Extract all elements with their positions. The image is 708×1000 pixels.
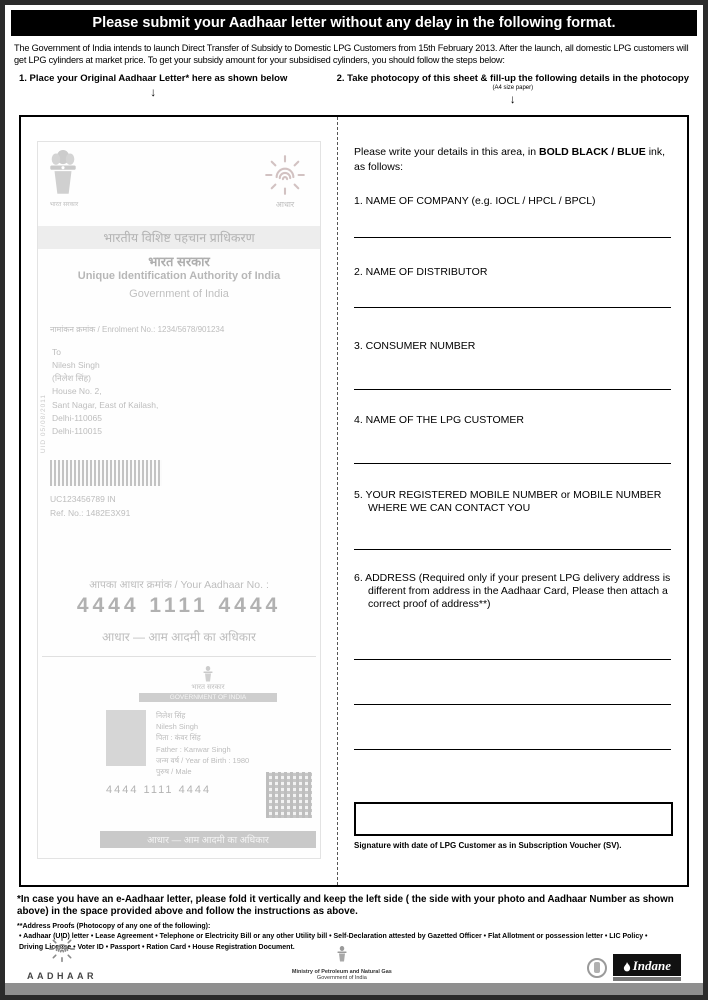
aadhaar-number-label: आपका आधार क्रमांक / Your Aadhaar No. : xyxy=(89,578,269,591)
card-tagline: आधार — आम आदमी का अधिकार xyxy=(100,831,316,848)
card-birth: जन्म वर्ष / Year of Birth : 1980 xyxy=(156,755,250,765)
ashoka-emblem-icon xyxy=(46,150,80,198)
recipient-name-hindi: (निलेश सिंह) xyxy=(52,373,91,384)
card-aadhaar-number: 4444 1111 4444 xyxy=(106,783,212,796)
down-arrow-icon: ↓ xyxy=(150,84,157,99)
enrolment-number: नामांकन क्रमांक / Enrolment No.: 1234/5678/901234 xyxy=(50,324,225,334)
recipient-address-block xyxy=(52,346,158,438)
step-2 xyxy=(337,73,689,106)
write-line xyxy=(354,463,671,464)
write-line xyxy=(354,659,671,660)
aadhaar-sun-icon xyxy=(47,934,77,969)
address-proofs-title: **Address Proofs (Photocopy of any one of the following): xyxy=(17,923,211,931)
authority-name-hindi: भारतीय विशिष्ट पहचान प्राधिकरण xyxy=(38,226,320,249)
step-2-note: (A4 size paper) xyxy=(492,84,534,91)
aadhaar-logo-caption: आधार xyxy=(275,199,295,209)
instruction-bold: BOLD BLACK / BLUE xyxy=(539,145,646,158)
page-bottom-strip xyxy=(5,983,703,995)
indane-label: Indane xyxy=(632,957,671,973)
instruction-post: ink, as follows: xyxy=(354,145,666,173)
write-line xyxy=(354,749,671,750)
field-label-customer-name: 4. NAME OF THE LPG CUSTOMER xyxy=(354,413,524,426)
footer-logos xyxy=(5,934,703,981)
signature-caption: Signature with date of LPG Customer as in Subscription Voucher (SV). xyxy=(354,840,622,850)
write-line xyxy=(354,549,671,550)
banner-text: Please submit your Aadhaar letter without any delay in the following format. xyxy=(92,15,616,31)
govt-of-india-english: Government of India xyxy=(129,287,229,300)
instruction-pre: Please write your details in this area, in xyxy=(354,145,537,158)
card-govt-hindi: भारत सरकार xyxy=(191,683,225,691)
flame-icon xyxy=(623,960,631,971)
indianoil-logo-icon xyxy=(587,958,607,978)
recipient-name: Nilesh Singh xyxy=(52,360,100,371)
ministry-line2: Government of India xyxy=(316,975,367,981)
cut-line xyxy=(42,656,316,657)
side-uid-text: UID 05/08/2011 xyxy=(40,393,47,453)
ministry-line1: Ministry of Petroleum and Natural Gas xyxy=(291,969,392,975)
step-1 xyxy=(19,73,287,106)
banner xyxy=(11,10,697,36)
address-line: Sant Nagar, East of Kailash, xyxy=(52,399,159,410)
address-proofs-list: • Aadhaar (UID) letter • Lease Agreement • Telephone or Electricity Bill or any other Utility bill • Self-Declaration attested by Gazetted Officer • Flat Allotment or possession letter • LIC Policy • Driving License • Voter ID • Passport • Ration Card • House Registration Document. xyxy=(19,933,648,951)
address-line: Delhi-110065 xyxy=(52,412,102,423)
card-father: Father : Kanwar Singh xyxy=(156,744,231,754)
indane-logo-block xyxy=(613,954,681,981)
form-panel xyxy=(338,117,687,885)
reference-number: Ref. No.: 1482E3X91 xyxy=(50,507,131,518)
write-line xyxy=(354,389,671,390)
ashoka-emblem-icon xyxy=(336,946,348,968)
signature-box xyxy=(354,802,673,836)
to-label: To xyxy=(52,346,61,357)
barcode xyxy=(50,460,162,486)
aadhaar-letter-sample xyxy=(37,141,321,859)
write-line xyxy=(354,704,671,705)
card-father-hindi: पिता : कंवर सिंह xyxy=(156,733,201,743)
aadhaar-number: 4444 1111 4444 xyxy=(76,593,282,617)
aadhaar-logo-icon xyxy=(262,152,308,198)
ashoka-emblem-icon xyxy=(202,666,214,683)
aadhaar-footer-logo xyxy=(27,934,97,981)
write-line xyxy=(354,237,671,238)
intro-paragraph: The Government of India intends to launch Direct Transfer of Subsidy to Domestic LPG Customers from 15th February 2013. After the launch, all domestic LPG customers will get LPG cylinders at market price. To get your subsidy amount for your subsidised cylinders, you should follow the steps below: xyxy=(14,43,689,65)
card-details xyxy=(156,710,249,778)
field-label-company: 1. NAME OF COMPANY (e.g. IOCL / HPCL / BPCL) xyxy=(354,194,596,207)
aadhaar-footer-label: AADHAAR xyxy=(27,971,97,981)
form-instruction xyxy=(354,145,673,175)
authority-name-english: Unique Identification Authority of India xyxy=(77,269,281,282)
indane-logo-strip xyxy=(613,977,681,981)
card-govt-english: GOVERNMENT OF INDIA xyxy=(139,693,277,702)
card-name: Nilesh Singh xyxy=(156,722,199,732)
field-label-address: 6. ADDRESS (Required only if your present LPG delivery address is different from address in the Aadhaar Card, Please then attach a correct proof of address**) xyxy=(354,571,671,610)
down-arrow-icon: ↓ xyxy=(509,91,516,106)
address-line: House No. 2, xyxy=(52,386,102,397)
aadhaar-tagline: आधार — आम आदमी का अधिकार xyxy=(102,629,256,644)
card-name-hindi: निलेश सिंह xyxy=(156,710,186,720)
card-gender: पुरुष / Male xyxy=(156,767,192,777)
write-line xyxy=(354,307,671,308)
main-format-box xyxy=(19,115,689,887)
field-label-mobile: 5. YOUR REGISTERED MOBILE NUMBER or MOBILE NUMBER WHERE WE CAN CONTACT YOU xyxy=(354,488,662,514)
indianoil-logo-inner xyxy=(594,962,600,973)
indane-footer-logo xyxy=(587,954,681,981)
steps-row xyxy=(5,73,703,106)
ministry-footer-block xyxy=(292,946,392,981)
field-label-distributor: 2. NAME OF DISTRIBUTOR xyxy=(354,265,488,278)
emblem-caption: भारत सरकार xyxy=(49,201,79,208)
photo-placeholder xyxy=(106,710,146,766)
address-line: Delhi-110015 xyxy=(52,425,102,436)
govt-of-india-hindi: भारत सरकार xyxy=(148,253,210,269)
step-1-text: 1. Place your Original Aadhaar Letter* here as shown below xyxy=(19,72,288,84)
e-aadhaar-note: *In case you have an e-Aadhaar letter, please fold it vertically and keep the left side ( the side with your photo and Aadhaar Number as shown above) in the space provided above and follow the instructions as above. xyxy=(17,893,674,918)
aadhaar-card-section xyxy=(100,666,316,854)
postal-code: UC123456789 IN xyxy=(50,493,116,504)
aadhaar-letter-area xyxy=(21,117,337,885)
field-label-consumer-number: 3. CONSUMER NUMBER xyxy=(354,339,476,352)
indane-logo-box xyxy=(613,954,681,976)
step-2-text: 2. Take photocopy of this sheet & fill-up the following details in the photocopy xyxy=(336,72,689,84)
qr-code xyxy=(266,772,312,818)
